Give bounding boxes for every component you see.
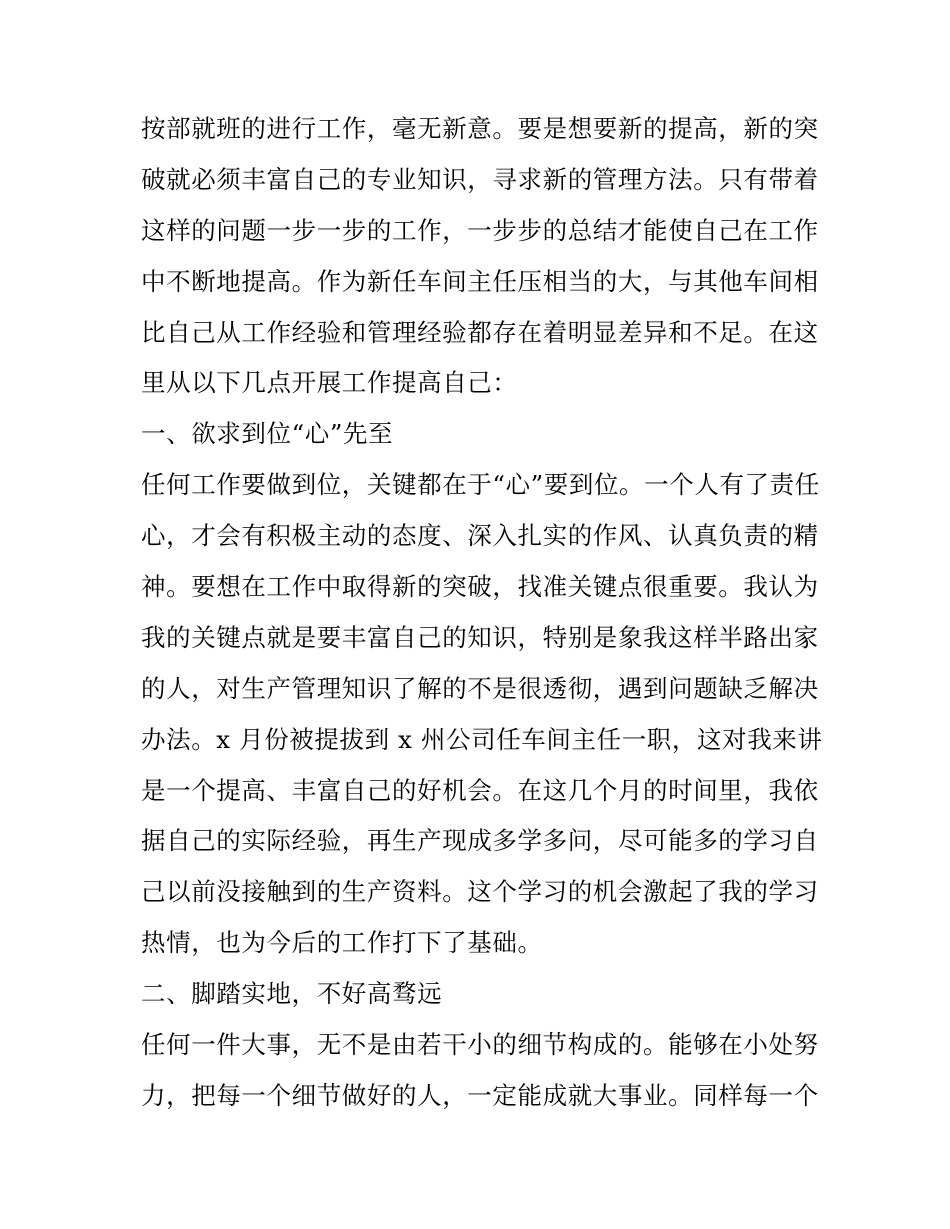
text-line: 按部就班的进行工作，毫无新意。要是想要新的提高，新的突 bbox=[141, 114, 819, 143]
section-heading: 二、脚踏实地，不好高骛远 bbox=[141, 979, 443, 1009]
document-body bbox=[141, 104, 823, 1122]
section-heading: 一、欲求到位“心”先至 bbox=[141, 419, 394, 449]
text-line: 神。要想在工作中取得新的突破，找准关键点很重要。我认为 bbox=[141, 572, 819, 602]
text-line: 办法。x 月份被提拔到 x 州公司任车间主任一职，这对我来讲 bbox=[141, 724, 823, 754]
text-line: 任何工作要做到位，关键都在于“心”要到位。一个人有了责任 bbox=[141, 470, 820, 500]
text-line: 心，才会有积极主动的态度、深入扎实的作风、认真负责的精 bbox=[141, 521, 819, 551]
text-line: 热情，也为今后的工作打下了基础。 bbox=[141, 928, 543, 958]
text-line: 破就必须丰富自己的专业知识，寻求新的管理方法。只有带着 bbox=[141, 164, 819, 194]
text-line: 我的关键点就是要丰富自己的知识，特别是象我这样半路出家 bbox=[141, 622, 819, 652]
text-line: 的人，对生产管理知识了解的不是很透彻，遇到问题缺乏解决 bbox=[141, 673, 819, 703]
text-line: 比自己从工作经验和管理经验都存在着明显差异和不足。在这 bbox=[141, 317, 819, 347]
text-line: 这样的问题一步一步的工作，一步步的总结才能使自己在工作 bbox=[141, 215, 819, 245]
text-line: 里从以下几点开展工作提高自己： bbox=[141, 368, 518, 398]
text-line: 任何一件大事，无不是由若干小的细节构成的。能够在小处努 bbox=[141, 1030, 819, 1060]
text-line: 力，把每一个细节做好的人，一定能成就大事业。同样每一个 bbox=[141, 1080, 819, 1110]
text-line: 据自己的实际经验，再生产现成多学多问，尽可能多的学习自 bbox=[141, 826, 819, 856]
text-line: 中不断地提高。作为新任车间主任压相当的大，与其他车间相 bbox=[141, 266, 819, 296]
text-line: 己以前没接触到的生产资料。这个学习的机会激起了我的学习 bbox=[141, 877, 819, 907]
text-line: 是一个提高、丰富自己的好机会。在这几个月的时间里，我依 bbox=[141, 775, 819, 805]
